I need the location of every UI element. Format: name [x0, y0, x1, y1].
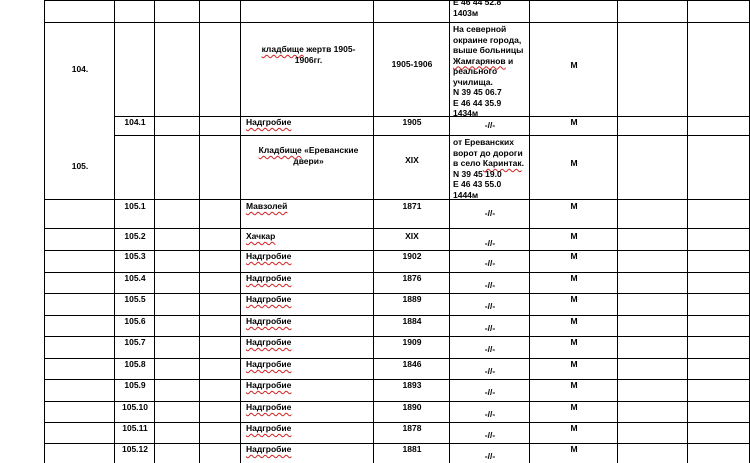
object-date: 1902 [402, 251, 422, 261]
object-category: М [570, 158, 578, 168]
object-name-suffix: жертв 1905- 1906гг. [294, 44, 356, 65]
object-location [450, 238, 530, 249]
object-category: М [570, 273, 578, 283]
object-name [246, 294, 371, 305]
object-date: 1871 [402, 201, 422, 211]
object-category: М [570, 337, 578, 347]
row-subnumber: 105.2 [124, 231, 146, 241]
object-name-keyword: Надгробие [246, 380, 292, 390]
object-location [450, 258, 530, 269]
row-number: 105. [71, 161, 89, 171]
location-prefix: -//- [484, 301, 496, 311]
row-subnumber: 105.11 [122, 423, 148, 433]
location-prefix: -//- [484, 280, 496, 290]
object-location [450, 366, 530, 377]
object-name-keyword: Надгробие [246, 337, 292, 347]
object-date: 1881 [402, 444, 422, 454]
object-name-keyword: кладбище [261, 44, 304, 54]
object-name [246, 231, 371, 242]
object-date: 1909 [402, 337, 422, 347]
location-prefix: -//- [484, 344, 496, 354]
row-subnumber: 105.4 [124, 273, 146, 283]
object-location [450, 120, 530, 131]
object-location [450, 280, 530, 291]
object-category: М [570, 423, 578, 433]
object-location [453, 137, 613, 200]
object-name [246, 273, 371, 284]
location-prefix: -//- [484, 120, 496, 130]
object-date: 1905-1906 [391, 59, 433, 69]
row-number: 104. [71, 64, 89, 74]
object-name-keyword: Кладбище [258, 145, 302, 155]
location-prefix: -//- [484, 208, 496, 218]
object-date: 1846 [402, 359, 422, 369]
object-date: XIX [405, 231, 419, 241]
row-subnumber: 105.12 [122, 444, 148, 454]
object-category: М [570, 201, 578, 211]
object-location [450, 344, 530, 355]
object-location [453, 24, 613, 119]
object-name-keyword: Надгробие [246, 423, 292, 433]
object-name [246, 337, 371, 348]
row-subnumber: 105.8 [124, 359, 146, 369]
row-subnumber: 105.1 [124, 201, 146, 211]
object-date: 1889 [402, 294, 422, 304]
location-prefix: -//- [484, 409, 496, 419]
object-category: М [570, 117, 578, 127]
object-location [450, 301, 530, 312]
location-prefix: -//- [484, 323, 496, 333]
row-subnumber: 104.1 [124, 117, 146, 127]
object-date: XIX [405, 155, 419, 165]
location-prefix: -//- [484, 451, 496, 461]
object-name [246, 251, 371, 262]
object-location [450, 323, 530, 334]
row-subnumber: 105.5 [124, 294, 146, 304]
object-name-keyword: Надгробие [246, 316, 292, 326]
location-prefix: На северной окраине города, выше больницы [453, 24, 524, 55]
object-name [246, 316, 371, 327]
row-subnumber: 105.7 [124, 337, 146, 347]
object-name [246, 380, 371, 391]
object-name-keyword: Надгробие [246, 273, 292, 283]
object-name-keyword: Надгробие [246, 444, 292, 454]
object-category: М [570, 402, 578, 412]
location-suffix: . N 39 45 19.0 E 46 43 55.0 1444м [453, 158, 524, 200]
location-prefix: от Ереванских ворот до дороги в село [453, 137, 523, 168]
location-suffix: и реального училища. N 39 45 06.7 E 46 44 35.9 1434м [453, 55, 514, 118]
row-subnumber: 105.9 [124, 380, 146, 390]
location-prefix: -//- [484, 366, 496, 376]
object-category: М [570, 294, 578, 304]
object-name-keyword: Надгробие [246, 294, 292, 304]
row-subnumber: 105.10 [122, 402, 148, 412]
object-name-keyword: Мавзолей [246, 201, 288, 211]
object-location [450, 387, 530, 398]
object-date: 1876 [402, 273, 422, 283]
object-category: М [570, 316, 578, 326]
object-name [246, 117, 371, 128]
object-name [246, 444, 371, 455]
object-name-keyword: Надгробие [246, 251, 292, 261]
object-name-keyword: Хачкар [246, 231, 276, 241]
object-category: М [570, 380, 578, 390]
row-subnumber: 105.3 [124, 251, 146, 261]
object-location [450, 430, 530, 441]
object-date: 1890 [402, 402, 422, 412]
object-date: 1878 [402, 423, 422, 433]
object-name-keyword: Надгробие [246, 359, 292, 369]
object-date: 1893 [402, 380, 422, 390]
object-name [246, 201, 371, 212]
object-location [450, 208, 530, 219]
location-prefix: -//- [484, 238, 496, 248]
object-name-keyword: Надгробие [246, 117, 292, 127]
object-category: М [570, 231, 578, 241]
object-location [450, 451, 530, 462]
object-location [450, 409, 530, 420]
top-row-location-tail: E 46 44 52.8 1403м [453, 0, 502, 18]
object-name [246, 423, 371, 434]
object-name-suffix: «Ереванские двери» [293, 145, 359, 166]
location-keyword: Жамгарянов [453, 55, 506, 66]
object-category: М [570, 60, 578, 70]
object-name [246, 402, 371, 413]
object-name [246, 359, 371, 370]
location-prefix: -//- [484, 387, 496, 397]
object-name [246, 145, 371, 166]
object-date: 1905 [402, 117, 422, 127]
object-name-keyword: Надгробие [246, 402, 292, 412]
object-category: М [570, 359, 578, 369]
row-subnumber: 105.6 [124, 316, 146, 326]
object-category: М [570, 251, 578, 261]
object-date: 1884 [402, 316, 422, 326]
location-prefix: -//- [484, 258, 496, 268]
object-name [246, 44, 371, 65]
location-prefix: -//- [484, 430, 496, 440]
object-category: М [570, 444, 578, 454]
location-keyword: Каринтак [482, 158, 522, 168]
